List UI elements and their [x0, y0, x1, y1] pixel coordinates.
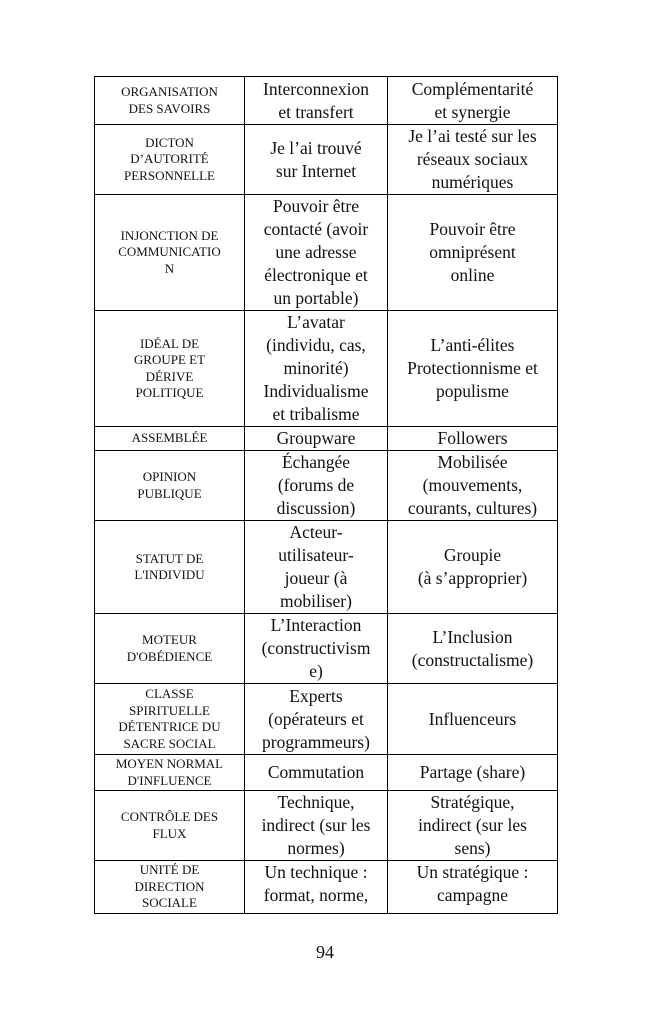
digital-column-cell: Pouvoir être contacté (avoir une adresse électronique et un portable)	[245, 195, 388, 311]
social-network-column-cell: Je l’ai testé sur les réseaux sociaux numériques	[388, 125, 558, 195]
page-number: 94	[316, 942, 334, 962]
row-label: STATUT DE L'INDIVIDU	[95, 521, 245, 614]
row-label: MOTEUR D'OBÉDIENCE	[95, 614, 245, 684]
social-network-column-cell: Mobilisée (mouvements, courants, cultures)	[388, 451, 558, 521]
digital-column-cell: Acteur- utilisateur- joueur (à mobiliser)	[245, 521, 388, 614]
row-label: ASSEMBLÉE	[95, 427, 245, 451]
digital-column-cell: Échangée (forums de discussion)	[245, 451, 388, 521]
social-network-column-cell: L’anti-élites Protectionnisme et populisme	[388, 311, 558, 427]
social-network-column-cell: Partage (share)	[388, 755, 558, 791]
social-network-column-cell: L’Inclusion (constructalisme)	[388, 614, 558, 684]
digital-column-cell: Interconnexion et transfert	[245, 77, 388, 125]
comparison-table	[94, 76, 558, 914]
digital-column-cell: Experts (opérateurs et programmeurs)	[245, 684, 388, 755]
social-network-column-cell: Groupie (à s’approprier)	[388, 521, 558, 614]
social-network-column-cell: Followers	[388, 427, 558, 451]
row-label: INJONCTION DE COMMUNICATIO N	[95, 195, 245, 311]
table-row	[95, 791, 558, 861]
row-label: OPINION PUBLIQUE	[95, 451, 245, 521]
row-label: DICTON D’AUTORITÉ PERSONNELLE	[95, 125, 245, 195]
social-network-column-cell: Un stratégique : campagne	[388, 861, 558, 914]
digital-column-cell: L’Interaction (constructivism e)	[245, 614, 388, 684]
table-row	[95, 427, 558, 451]
row-label: ORGANISATION DES SAVOIRS	[95, 77, 245, 125]
row-label: CONTRÔLE DES FLUX	[95, 791, 245, 861]
table-row	[95, 755, 558, 791]
social-network-column-cell: Complémentarité et synergie	[388, 77, 558, 125]
table-row	[95, 614, 558, 684]
social-network-column-cell: Stratégique, indirect (sur les sens)	[388, 791, 558, 861]
table-row	[95, 451, 558, 521]
row-label: MOYEN NORMAL D'INFLUENCE	[95, 755, 245, 791]
digital-column-cell: Un technique : format, norme,	[245, 861, 388, 914]
digital-column-cell: Groupware	[245, 427, 388, 451]
table-row	[95, 311, 558, 427]
row-label: IDÉAL DE GROUPE ET DÉRIVE POLITIQUE	[95, 311, 245, 427]
table-row	[95, 861, 558, 914]
table-row	[95, 195, 558, 311]
digital-column-cell: Commutation	[245, 755, 388, 791]
table-row	[95, 684, 558, 755]
digital-column-cell: Je l’ai trouvé sur Internet	[245, 125, 388, 195]
social-network-column-cell: Influenceurs	[388, 684, 558, 755]
table-row	[95, 125, 558, 195]
digital-column-cell: Technique, indirect (sur les normes)	[245, 791, 388, 861]
row-label: UNITÉ DE DIRECTION SOCIALE	[95, 861, 245, 914]
social-network-column-cell: Pouvoir être omniprésent online	[388, 195, 558, 311]
table-row	[95, 521, 558, 614]
digital-column-cell: L’avatar (individu, cas, minorité) Individualisme et tribalisme	[245, 311, 388, 427]
row-label: CLASSE SPIRITUELLE DÉTENTRICE DU SACRE SOCIAL	[95, 684, 245, 755]
table-row	[95, 77, 558, 125]
